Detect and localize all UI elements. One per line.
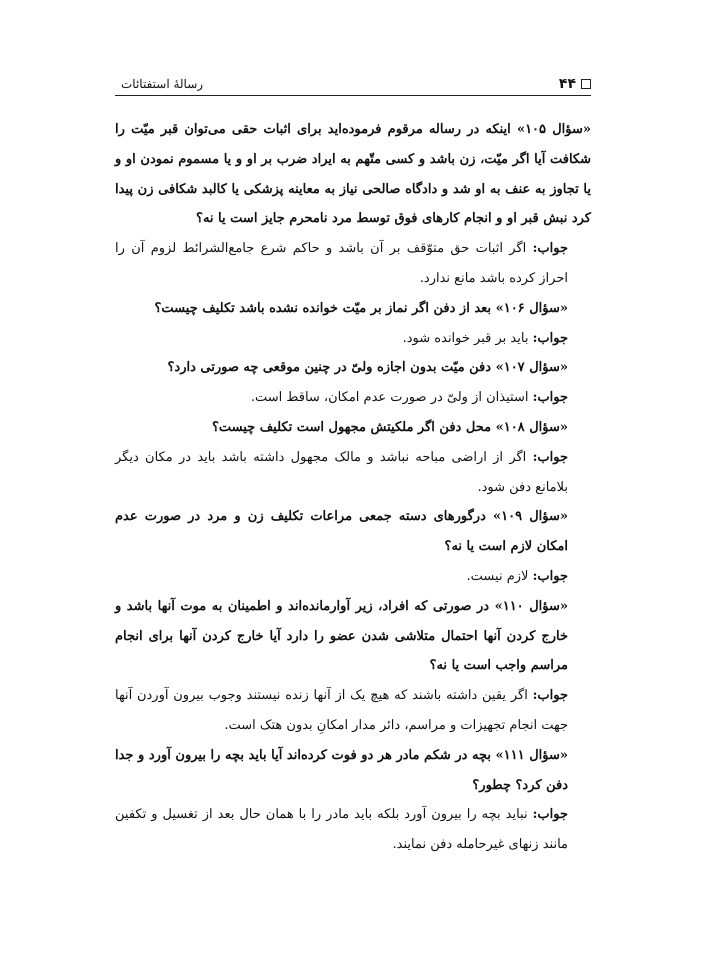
answer-text: استیذان از ولیّ در صورت عدم امکان، ساقط است. xyxy=(250,390,529,406)
answer-109 xyxy=(115,562,591,592)
question-label: «سؤال ۱۱۱» xyxy=(495,747,568,763)
question-106 xyxy=(115,294,591,324)
question-text: درگورهای دسته جمعی مراعات تکلیف زن و مرد در صورت عدم امکان لازم است یا نه؟ xyxy=(115,509,568,555)
answer-text: اگر از اراضی مباحه نباشد و مالک مجهول داشته باشد باید در مکان دیگر بلامانع دفن شود. xyxy=(115,449,568,495)
answer-label: جواب: xyxy=(532,241,568,257)
question-label: «سؤال ۱۰۶» xyxy=(495,300,568,316)
answer-text: باید بر قبر خوانده شود. xyxy=(402,330,529,346)
answer-label: جواب: xyxy=(532,330,568,346)
answer-text: اگر اثبات حق متوّقف بر آن باشد و حاکم شرع جامع‌الشرائط لزوم آن را احراز کرده باشد مانع ندارد. xyxy=(115,241,568,286)
square-icon xyxy=(581,79,591,89)
question-105 xyxy=(115,115,591,234)
question-label: «سؤال ۱۰۵» xyxy=(516,122,592,137)
answer-111 xyxy=(115,800,591,860)
answer-108 xyxy=(115,443,591,503)
answer-105 xyxy=(115,234,591,294)
page-header xyxy=(115,74,591,96)
question-label: «سؤال ۱۱۰» xyxy=(494,598,568,614)
answer-label: جواب: xyxy=(532,390,568,406)
answer-110 xyxy=(115,681,591,741)
answer-text: لازم نیست. xyxy=(466,568,529,584)
question-text: در صورتی که افراد، زیر آوارمانده‌اند و اطمینان به موت آنها باشد و خارج کردن آنها احتمال متلاشی شدن عضو را دارد آیا خارج کردن آنها برای انجام مراسم واجب است یا نه؟ xyxy=(115,598,568,674)
answer-text: اگر یقین داشته باشند که هیچ یک از آنها زنده نیستند وجوب بیرون آوردن آنها جهت انجام تجهیزات و مراسم، دائر مدار امکانِ بدون هتک است. xyxy=(115,688,568,733)
question-label: «سؤال ۱۰۸» xyxy=(495,419,568,435)
question-108 xyxy=(115,413,591,443)
question-text: بعد از دفن اگر نماز بر میّت خوانده نشده باشد تکلیف چیست؟ xyxy=(154,300,492,316)
question-text: اینکه در رساله مرقوم فرموده‌اید برای اثبات حقی می‌توان قبر میّت را شکافت آیا اگر میّت، زن باشد و کسی متّهم به ایراد ضرب بر او و یا مسموم نمودن او و یا تجاوز به عنف به او شد و دادگاه صالحی نیاز به معاینه پزشکی یا کالبد شکافی زن پیدا کرد نبش قبر او و انجام کارهای فوق توسط مرد نامحرم جایز است یا نه؟ xyxy=(115,122,591,227)
question-text: دفن میّت بدون اجازه ولیّ در چنین موقعی چه صورتی دارد؟ xyxy=(167,360,492,376)
answer-107 xyxy=(115,383,591,413)
page-number: ۴۴ xyxy=(558,76,576,92)
answer-text: نباید بچه را بیرون آورد بلکه باید مادر را با همان حال بعد از تغسیل و تکفین مانند زنهای غیرحامله دفن نمایند. xyxy=(115,807,568,853)
question-text: بچه در شکم مادر هر دو فوت کرده‌اند آیا باید بچه را بیرون آورد و جدا دفن کرد؟ چطور؟ xyxy=(115,747,568,793)
header-rule xyxy=(115,95,591,96)
question-111 xyxy=(115,741,591,801)
question-text: محل دفن اگر ملکیتش مجهول است تکلیف چیست؟ xyxy=(211,419,492,435)
question-label: «سؤال ۱۰۷» xyxy=(495,360,568,376)
running-title: رسالۀ استفتائات xyxy=(121,77,204,91)
question-109 xyxy=(115,502,591,562)
answer-label: جواب: xyxy=(532,568,568,584)
question-label: «سؤال ۱۰۹» xyxy=(493,509,568,525)
answer-label: جواب: xyxy=(532,688,568,704)
qa-content xyxy=(115,115,591,860)
page-number-group xyxy=(559,76,591,92)
question-107 xyxy=(115,353,591,383)
answer-label: جواب: xyxy=(532,807,568,823)
answer-106 xyxy=(115,324,591,354)
answer-label: جواب: xyxy=(532,449,568,465)
question-110 xyxy=(115,592,591,681)
